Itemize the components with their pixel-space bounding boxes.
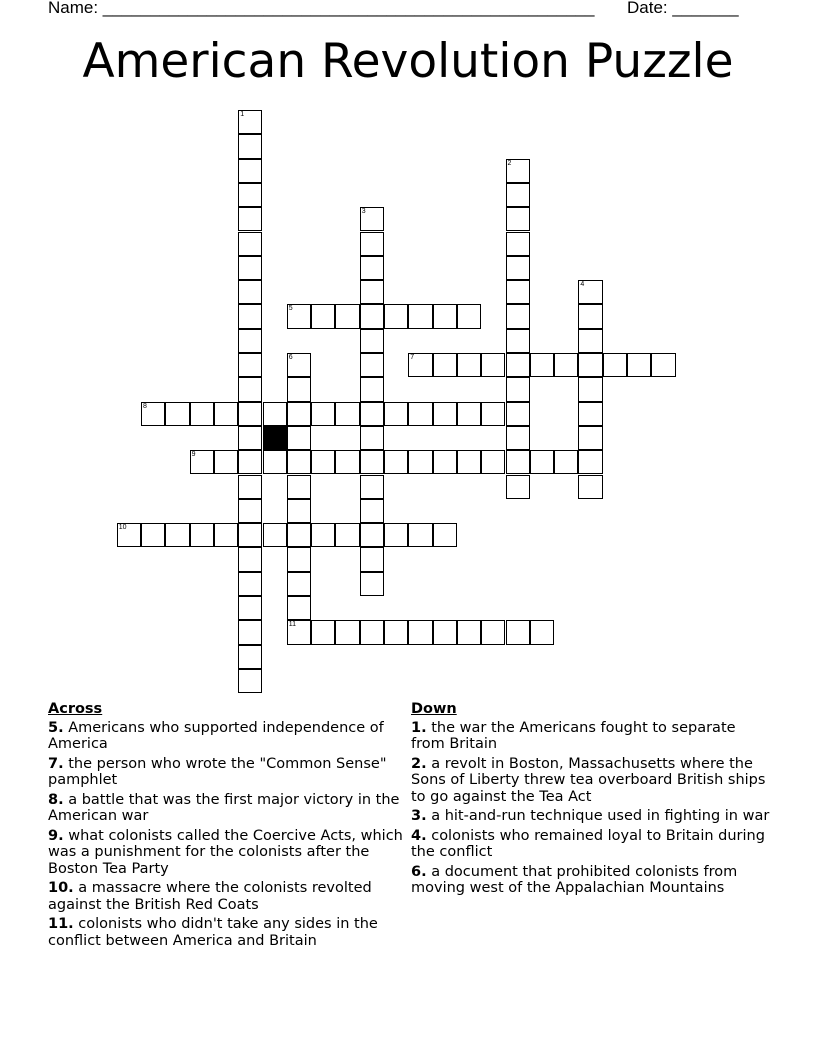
clue-across-8 — [48, 792, 403, 825]
grid-cell[interactable] — [238, 304, 262, 328]
cell-number: 1 — [240, 111, 245, 118]
grid-cell[interactable] — [335, 523, 359, 547]
cell-number: 9 — [191, 451, 196, 459]
grid-cell[interactable] — [214, 402, 238, 426]
grid-cell[interactable] — [360, 426, 384, 450]
grid-cell[interactable] — [408, 402, 432, 426]
down-heading: Down — [411, 701, 457, 717]
grid-cell[interactable] — [238, 572, 262, 596]
grid-cell[interactable] — [238, 523, 262, 547]
grid-cell[interactable] — [360, 256, 384, 280]
grid-cell[interactable] — [554, 450, 578, 474]
grid-cell[interactable] — [287, 620, 311, 644]
down-clues — [411, 701, 771, 900]
grid-cell[interactable] — [287, 304, 311, 328]
clue-across-11 — [48, 916, 403, 949]
grid-cell[interactable] — [360, 523, 384, 547]
grid-cell[interactable] — [578, 377, 602, 401]
grid-cell[interactable] — [263, 523, 287, 547]
grid-cell[interactable] — [360, 353, 384, 377]
cell-number: 8 — [143, 402, 147, 410]
grid-cell[interactable] — [238, 183, 262, 207]
grid-cell[interactable] — [238, 499, 262, 523]
grid-cell[interactable] — [457, 620, 481, 644]
grid-cell[interactable] — [481, 620, 505, 644]
grid-cell[interactable] — [481, 402, 505, 426]
grid-cell[interactable] — [360, 304, 384, 328]
clue-text: colonists who didn't take any sides in the conflict between America and Britain — [48, 916, 378, 949]
grid-cell[interactable] — [408, 620, 432, 644]
grid-cell[interactable] — [578, 426, 602, 450]
grid-cell[interactable] — [603, 353, 627, 377]
grid-cell[interactable] — [214, 523, 238, 547]
cell-number: 10 — [118, 524, 127, 532]
clue-across-7 — [48, 756, 403, 789]
grid-cell[interactable] — [530, 353, 554, 377]
clue-number: 8. — [48, 791, 64, 808]
grid-cell[interactable] — [408, 304, 432, 328]
grid-cell[interactable] — [578, 304, 602, 328]
grid-cell[interactable] — [651, 353, 675, 377]
grid-cell[interactable] — [214, 450, 238, 474]
grid-cell[interactable] — [360, 280, 384, 304]
black-cell — [263, 426, 287, 450]
grid-cell[interactable] — [506, 183, 530, 207]
grid-cell[interactable] — [481, 450, 505, 474]
grid-cell[interactable] — [287, 377, 311, 401]
grid-cell[interactable] — [360, 207, 384, 231]
clue-number: 10. — [48, 880, 74, 896]
grid-cell[interactable] — [238, 620, 262, 644]
grid-cell[interactable] — [311, 523, 335, 547]
grid-cell[interactable] — [238, 645, 262, 669]
clue-number: 1. — [411, 719, 427, 736]
grid-cell[interactable] — [287, 499, 311, 523]
grid-cell[interactable] — [578, 402, 602, 426]
grid-cell[interactable] — [360, 329, 384, 353]
grid-cell[interactable] — [384, 450, 408, 474]
clue-text: Americans who supported independence of America — [48, 719, 384, 752]
across-clues — [48, 701, 403, 952]
grid-cell[interactable] — [238, 159, 262, 183]
grid-cell[interactable] — [506, 402, 530, 426]
grid-cell[interactable] — [263, 402, 287, 426]
grid-cell[interactable] — [238, 134, 262, 158]
grid-cell[interactable] — [311, 620, 335, 644]
across-heading: Across — [48, 701, 103, 717]
clue-number: 7. — [48, 755, 64, 772]
grid-cell[interactable] — [263, 450, 287, 474]
grid-cell[interactable] — [433, 402, 457, 426]
grid-cell[interactable] — [238, 353, 262, 377]
grid-cell[interactable] — [384, 402, 408, 426]
grid-cell[interactable] — [578, 353, 602, 377]
grid-cell[interactable] — [627, 353, 651, 377]
grid-cell[interactable] — [457, 353, 481, 377]
clue-number: 9. — [48, 827, 64, 844]
grid-cell[interactable] — [506, 159, 530, 183]
grid-cell[interactable] — [287, 475, 311, 499]
grid-cell[interactable] — [360, 547, 384, 571]
grid-cell[interactable] — [287, 450, 311, 474]
grid-cell[interactable] — [190, 450, 214, 474]
grid-cell[interactable] — [141, 523, 165, 547]
grid-cell[interactable] — [506, 353, 530, 377]
grid-cell[interactable] — [433, 353, 457, 377]
grid-cell[interactable] — [530, 620, 554, 644]
grid-cell[interactable] — [360, 475, 384, 499]
grid-cell[interactable] — [287, 402, 311, 426]
grid-cell[interactable] — [335, 450, 359, 474]
grid-cell[interactable] — [506, 304, 530, 328]
grid-cell[interactable] — [360, 620, 384, 644]
grid-cell[interactable] — [578, 450, 602, 474]
name-field[interactable]: Name: ____________________________________________________ — [48, 0, 595, 17]
grid-cell[interactable] — [238, 377, 262, 401]
grid-cell[interactable] — [360, 572, 384, 596]
grid-cell[interactable] — [408, 523, 432, 547]
clue-number: 4. — [411, 827, 427, 844]
grid-cell[interactable] — [238, 280, 262, 304]
grid-cell[interactable] — [238, 426, 262, 450]
grid-cell[interactable] — [506, 232, 530, 256]
cell-number: 2 — [507, 159, 512, 167]
clue-text: a revolt in Boston, Massachusetts where the Sons of Liberty threw tea overboard British ships to go against the Tea Act — [411, 755, 766, 805]
clue-down-6 — [411, 864, 771, 897]
grid-cell[interactable] — [433, 620, 457, 644]
grid-cell[interactable] — [287, 426, 311, 450]
clue-text: the war the Americans fought to separate from Britain — [411, 719, 736, 752]
clue-across-9 — [48, 828, 403, 878]
cell-number: 3 — [361, 208, 366, 216]
grid-cell[interactable] — [335, 304, 359, 328]
grid-cell[interactable] — [384, 620, 408, 644]
clue-text: what colonists called the Coercive Acts, which was a punishment for the colonists after the Boston Tea Party — [48, 827, 403, 877]
grid-cell[interactable] — [360, 402, 384, 426]
clue-text: a hit-and-run technique used in fighting in war — [426, 808, 770, 824]
clue-text: the person who wrote the "Common Sense" pamphlet — [48, 755, 387, 788]
grid-cell[interactable] — [360, 450, 384, 474]
grid-cell[interactable] — [408, 353, 432, 377]
grid-cell[interactable] — [238, 475, 262, 499]
clue-number: 2. — [411, 755, 427, 772]
grid-cell[interactable] — [165, 523, 189, 547]
grid-cell[interactable] — [506, 450, 530, 474]
grid-cell[interactable] — [141, 402, 165, 426]
grid-cell[interactable] — [578, 329, 602, 353]
grid-cell[interactable] — [335, 402, 359, 426]
cell-number: 5 — [288, 305, 293, 313]
grid-cell[interactable] — [238, 450, 262, 474]
grid-cell[interactable] — [287, 353, 311, 377]
grid-cell[interactable] — [311, 450, 335, 474]
grid-cell[interactable] — [190, 523, 214, 547]
grid-cell[interactable] — [481, 353, 505, 377]
clue-text: colonists who remained loyal to Britain during the conflict — [411, 827, 765, 860]
grid-cell[interactable] — [238, 110, 262, 134]
grid-cell[interactable] — [457, 402, 481, 426]
grid-cell[interactable] — [506, 475, 530, 499]
grid-cell[interactable] — [238, 596, 262, 620]
grid-cell[interactable] — [408, 450, 432, 474]
grid-cell[interactable] — [238, 669, 262, 693]
grid-cell[interactable] — [578, 475, 602, 499]
clue-text: a battle that was the first major victory in the American war — [48, 791, 400, 824]
cell-number: 6 — [288, 354, 293, 361]
grid-cell[interactable] — [506, 280, 530, 304]
clue-number: 11. — [48, 916, 74, 932]
grid-cell[interactable] — [506, 377, 530, 401]
grid-cell[interactable] — [238, 207, 262, 231]
clue-number: 5. — [48, 719, 64, 736]
clue-down-1 — [411, 720, 771, 753]
grid-cell[interactable] — [554, 353, 578, 377]
grid-cell[interactable] — [311, 304, 335, 328]
grid-cell[interactable] — [287, 547, 311, 571]
grid-cell[interactable] — [335, 620, 359, 644]
grid-cell[interactable] — [238, 256, 262, 280]
grid-cell[interactable] — [165, 402, 189, 426]
clue-text: a document that prohibited colonists from moving west of the Appalachian Mountains — [411, 863, 738, 896]
grid-cell[interactable] — [238, 232, 262, 256]
cell-number: 7 — [410, 354, 415, 361]
grid-cell[interactable] — [190, 402, 214, 426]
grid-cell[interactable] — [238, 547, 262, 571]
grid-cell[interactable] — [287, 596, 311, 620]
date-field[interactable]: Date: _______ — [627, 0, 739, 17]
puzzle-title: American Revolution Puzzle — [82, 34, 734, 89]
grid-cell[interactable] — [360, 499, 384, 523]
grid-cell[interactable] — [506, 426, 530, 450]
grid-cell[interactable] — [238, 402, 262, 426]
grid-cell[interactable] — [287, 523, 311, 547]
grid-cell[interactable] — [360, 232, 384, 256]
grid-cell[interactable] — [530, 450, 554, 474]
grid-cell[interactable] — [457, 304, 481, 328]
clue-number: 6. — [411, 863, 427, 880]
grid-cell[interactable] — [287, 572, 311, 596]
grid-cell[interactable] — [360, 377, 384, 401]
grid-cell[interactable] — [384, 523, 408, 547]
clue-across-10 — [48, 880, 403, 913]
clue-across-5 — [48, 720, 403, 753]
grid-cell[interactable] — [238, 329, 262, 353]
grid-cell[interactable] — [384, 304, 408, 328]
grid-cell[interactable] — [506, 620, 530, 644]
clue-text: a massacre where the colonists revolted against the British Red Coats — [48, 880, 372, 913]
clue-down-2 — [411, 756, 771, 806]
clue-down-3 — [411, 808, 771, 825]
grid-cell[interactable] — [506, 256, 530, 280]
cell-number: 11 — [288, 621, 297, 629]
clue-number: 3. — [411, 808, 427, 824]
grid-cell[interactable] — [433, 450, 457, 474]
grid-cell[interactable] — [433, 523, 457, 547]
grid-cell[interactable] — [578, 280, 602, 304]
grid-cell[interactable] — [311, 402, 335, 426]
grid-cell[interactable] — [506, 207, 530, 231]
grid-cell[interactable] — [506, 329, 530, 353]
grid-cell[interactable] — [433, 304, 457, 328]
grid-cell[interactable] — [457, 450, 481, 474]
cell-number: 4 — [580, 281, 585, 289]
grid-cell[interactable] — [117, 523, 141, 547]
clue-down-4 — [411, 828, 771, 861]
